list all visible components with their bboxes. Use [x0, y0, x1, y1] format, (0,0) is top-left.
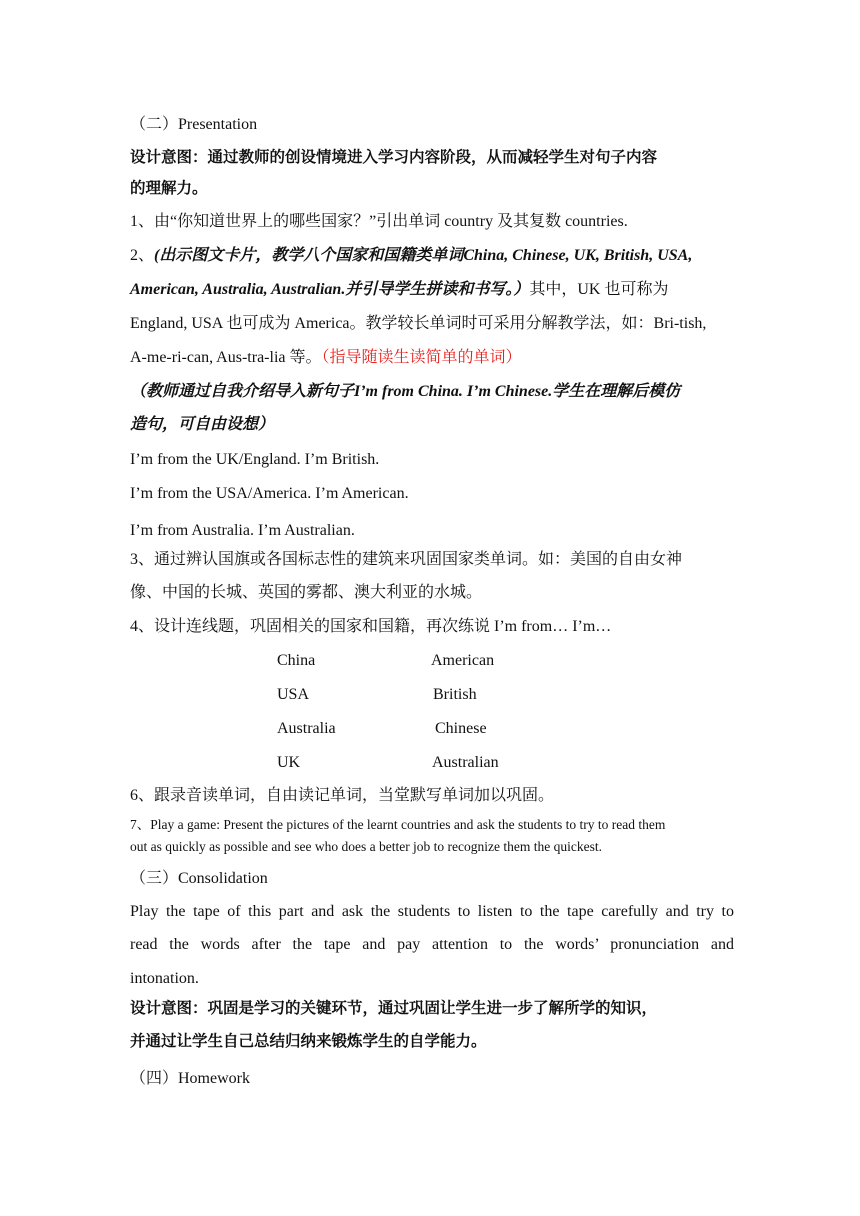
matching-exercise — [130, 651, 734, 787]
consolidation-line2: read the words after the tape and pay attention to the words’ pronunciation and — [130, 936, 734, 953]
matching-row — [130, 651, 734, 685]
consolidation-line3: intonation. — [130, 970, 199, 987]
design-intent-1-line1: 设计意图：通过教师的创设情境进入学习内容阶段，从而减轻学生对句子内容 — [130, 148, 658, 166]
homework-heading: （四）Homework — [130, 1070, 250, 1087]
match-nationality: Australian — [432, 754, 499, 771]
red-note: （指导随读生读简单的单词） — [321, 349, 522, 366]
design-intent-2-line2: 并通过让学生自己总结归纳来锻炼学生的自学能力。 — [130, 1032, 487, 1050]
step-1: 1、由“你知道世界上的哪些国家？”引出单词 country 及其复数 countries. — [130, 213, 628, 230]
example-sentence-2: I’m from the USA/America. I’m American. — [130, 485, 409, 502]
step-7-line1: 7、Play a game: Present the pictures of the learnt countries and ask the students to try to read them — [130, 817, 666, 832]
match-nationality: American — [431, 652, 495, 669]
matching-row — [130, 719, 734, 753]
matching-row — [130, 685, 734, 719]
step-2-line4 — [130, 348, 522, 368]
match-country: UK — [277, 754, 301, 771]
match-country: China — [277, 652, 316, 669]
match-country: USA — [277, 686, 310, 703]
design-intent-2-line1: 设计意图：巩固是学习的关键环节，通过巩固让学生进一步了解所学的知识， — [130, 999, 658, 1017]
consolidation-heading: （三）Consolidation — [130, 870, 268, 887]
step-2-tail-line2: 其中，UK 也可称为 — [529, 281, 669, 298]
step-2-line4-text: A-me-ri-can, Aus-tra-lia 等。 — [130, 349, 322, 366]
step-2-line1 — [130, 246, 692, 266]
step-6: 6、跟录音读单词，自由读记单词，当堂默写单词加以巩固。 — [130, 787, 555, 804]
presentation-heading: （二）Presentation — [130, 116, 258, 133]
step-2-italic-line1: (出示图文卡片，教学八个国家和国籍类单词China, Chinese, UK, British, USA, — [154, 247, 693, 264]
step-2-line2 — [130, 280, 668, 300]
step-2-line3: England, USA 也可成为 America。教学较长单词时可采用分解教学法，如：Bri-tish, — [130, 315, 707, 332]
teacher-note-line1: （教师通过自我介绍导入新句子I’m from China. I’m Chinese.学生在理解后模仿 — [130, 383, 681, 400]
matching-row — [130, 753, 734, 787]
step-4: 4、设计连线题，巩固相关的国家和国籍，再次练说 I’m from… I’m… — [130, 618, 612, 635]
match-nationality: British — [433, 686, 477, 703]
teacher-note-line2: 造句，可自由设想） — [130, 416, 275, 433]
step-3-line2: 像、中国的长城、英国的雾都、澳大利亚的水城。 — [130, 584, 483, 601]
step-7-line2: out as quickly as possible and see who does a better job to recognize them the quickest. — [130, 839, 602, 854]
match-nationality: Chinese — [435, 720, 487, 737]
example-sentence-1: I’m from the UK/England. I’m British. — [130, 451, 380, 468]
match-country: Australia — [277, 720, 336, 737]
consolidation-line1: Play the tape of this part and ask the students to listen to the tape carefully and try to — [130, 903, 734, 920]
step-2-italic-line2: American, Australia, Australian.并引导学生拼读和书写。） — [130, 281, 530, 298]
design-intent-1-line2: 的理解力。 — [130, 179, 208, 197]
example-sentence-3: I’m from Australia. I’m Australian. — [130, 522, 355, 539]
step-3-line1: 3、通过辨认国旗或各国标志性的建筑来巩固国家类单词。如：美国的自由女神 — [130, 551, 683, 568]
step-2-prefix: 2、 — [130, 247, 155, 264]
